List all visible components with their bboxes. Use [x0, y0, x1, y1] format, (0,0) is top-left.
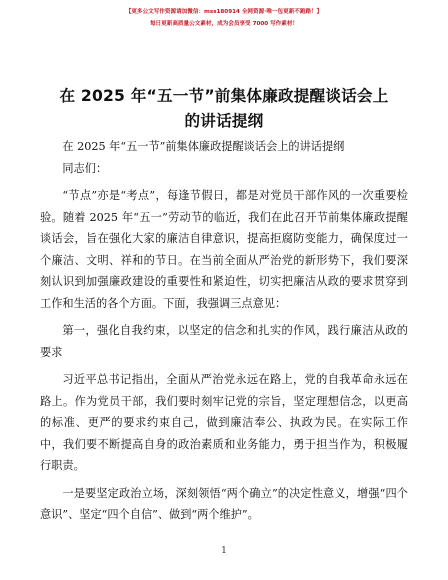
document-title — [40, 84, 408, 134]
section-heading-1: 第一，强化自我约束，以坚定的信念和扎实的作风，践行廉洁从政的要求 — [40, 324, 408, 359]
page-number: 1 — [221, 546, 227, 556]
subtitle-line: 在 2025 年“五一节”前集体廉政提醒谈话会上的讲话提纲 — [62, 140, 345, 153]
title-line-1: 在 2025 年“五一节”前集体廉政提醒谈话会上 — [59, 87, 389, 105]
title-line-2: 的讲话提纲 — [184, 112, 264, 130]
header-banner — [0, 6, 448, 30]
document-body — [40, 136, 408, 526]
banner-line-2: 每日更新高质量公文素材，成为会员享受 7000 写作素材！ — [149, 21, 299, 27]
body-paragraph-intro: “节点”亦是“考点”，每逢节假日，都是对党员干部作风的一次重要检验。随着 2025 年“五一”劳动节的临近，我们在此召开节前集体廉政提醒谈话会，旨在强化大家的廉洁自律意识，提高拒腐防变能力，确保度过一个廉洁、文明、祥和的节日。在当前全面从严治党的新形势下，我们要深刻认识到加强廉政建设的重要性和紧迫性，切实把廉洁从政的要求贯穿到工作和生活的各个方面。下面，我强调三点意见： — [40, 189, 408, 310]
banner-line-1: 【更多公文写作资源请加微信：mss180914 全网资源·唯一包更新不跑路！】 — [125, 9, 323, 15]
body-paragraph-2: 习近平总书记指出，全面从严治党永远在路上，党的自我革命永远在路上。作为党员干部，我们要时刻牢记党的宗旨，坚定理想信念，以更高的标准、更严的要求约束自己，做到廉洁奉公、执政为民。在实际工作中，我们要不断提高自身的政治素质和业务能力，勇于担当作为，积极履行职责。 — [40, 373, 408, 472]
body-paragraph-3: 一是要坚定政治立场，深刻领悟“两个确立”的决定性意义，增强“四个意识”、坚定“四个自信”、做到“两个维护”。 — [40, 486, 408, 521]
salutation: 同志们： — [62, 161, 108, 175]
